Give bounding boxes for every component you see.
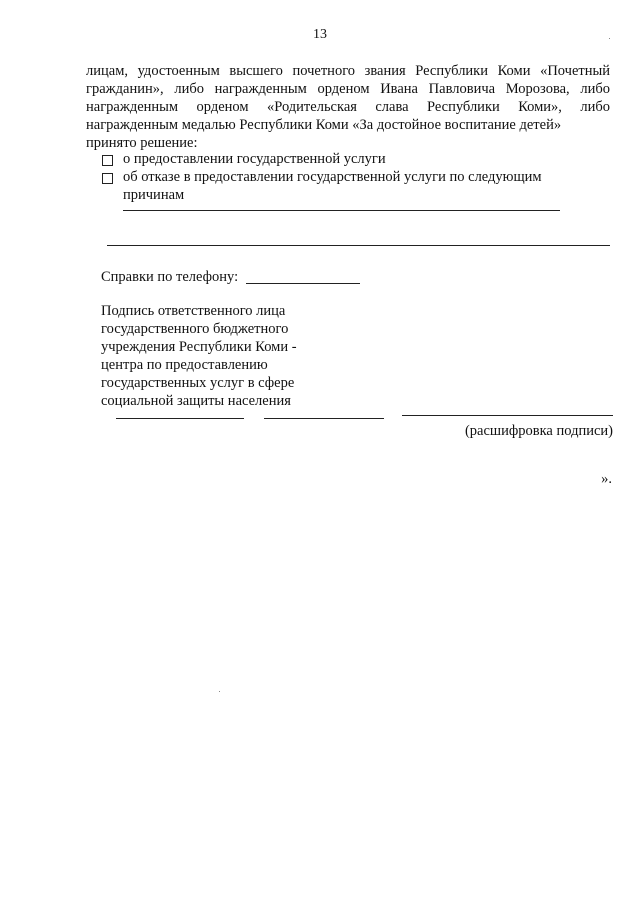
signature-line-3: учреждения Республики Коми - (101, 339, 297, 355)
option-grant: о предоставлении государственной услуги (123, 151, 386, 167)
refuse-checkbox-icon[interactable] (102, 173, 113, 184)
signature-caption: (расшифровка подписи) (464, 423, 613, 439)
signature-line-6: социальной защиты населения (101, 393, 291, 409)
scan-speck-icon (219, 691, 220, 692)
signature-line-5: государственных услуг в сфере (101, 375, 295, 391)
name-decoding-line[interactable] (402, 415, 613, 416)
signature-line-2: государственного бюджетного (101, 321, 289, 337)
position-line[interactable] (116, 418, 244, 419)
option-refuse-line1: об отказе в предоставлении государственной услуги по следующим (123, 169, 542, 185)
body-paragraph: лицам, удостоенным высшего почетного звания Республики Коми «Почетный гражданин», либо награжденным орденом Ивана Павловича Морозова, либо награжденным орденом «Родительская слава Республики Коми», либо награжденным медалью Республики Коми «За достойное воспитание детей» (86, 63, 610, 133)
page-number: 13 (313, 27, 327, 42)
reason-line-2[interactable] (107, 245, 610, 246)
signature-line[interactable] (264, 418, 384, 419)
phone-label: Справки по телефону: (101, 269, 239, 285)
signature-block (101, 302, 297, 410)
phone-line[interactable] (246, 283, 360, 284)
reason-line-1[interactable] (123, 210, 560, 211)
grant-checkbox-icon[interactable] (102, 155, 113, 166)
closing-mark: ». (601, 471, 612, 487)
decision-heading: принято решение: (86, 135, 198, 151)
signature-line-4: центра по предоставлению (101, 357, 268, 373)
signature-line-1: Подпись ответственного лица (101, 303, 286, 319)
scan-speck-icon (609, 38, 610, 39)
option-refuse-line2: причинам (123, 187, 185, 203)
